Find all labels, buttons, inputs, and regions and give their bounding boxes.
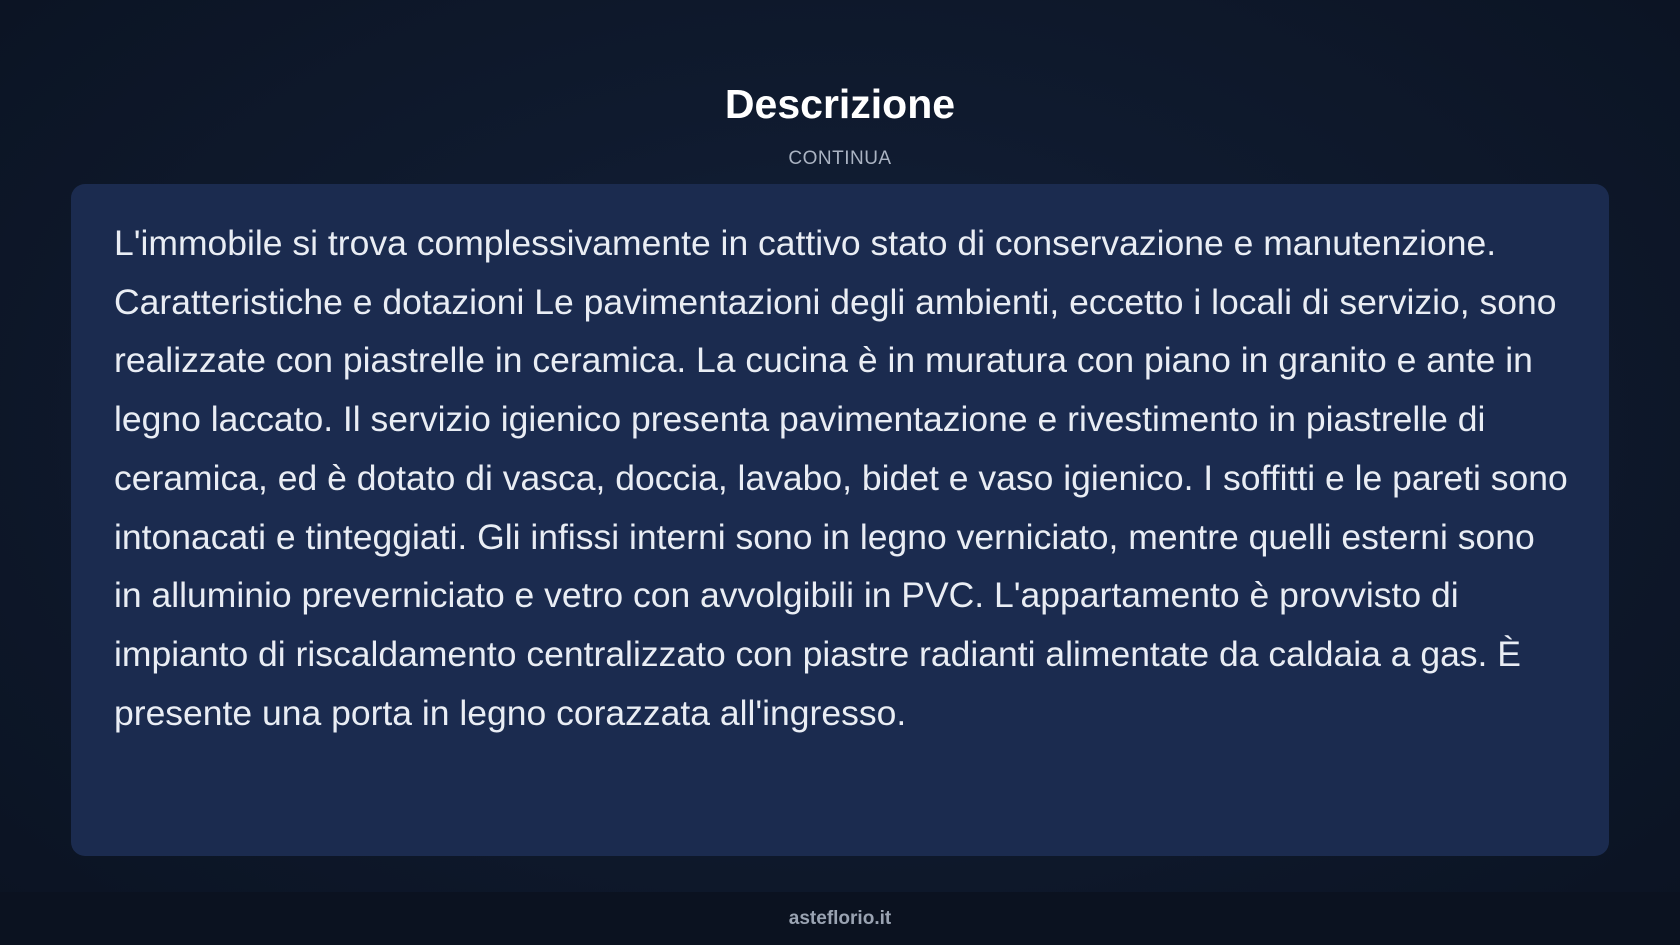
footer (0, 892, 1680, 945)
continue-link[interactable]: CONTINUA (788, 148, 892, 169)
page-header (0, 76, 1680, 170)
description-card (71, 184, 1609, 856)
description-text: L'immobile si trova complessivamente in cattivo stato di conservazione e manutenzione. Caratteristiche e dotazioni Le pavimentazioni degli ambienti, eccetto i locali di servizio, sono realizzate con piastrelle in ceramica. La cucina è in muratura con piano in granito e ante in legno laccato. Il servizio igienico presenta pavimentazione e rivestimento in piastrelle di ceramica, ed è dotato di vasca, doccia, lavabo, bidet e vaso igienico. I soffitti e le pareti sono intonacati e tinteggiati. Gli infissi interni sono in legno verniciato, mentre quelli esterni sono in alluminio preverniciato e vetro con avvolgibili in PVC. L'appartamento è provvisto di impianto di riscaldamento centralizzato con piastre radianti alimentate da caldaia a gas. È presente una porta in legno corazzata all'ingresso. (114, 223, 1568, 733)
footer-site-name: asteflorio.it (788, 908, 892, 929)
page-title: Descrizione (724, 81, 956, 127)
